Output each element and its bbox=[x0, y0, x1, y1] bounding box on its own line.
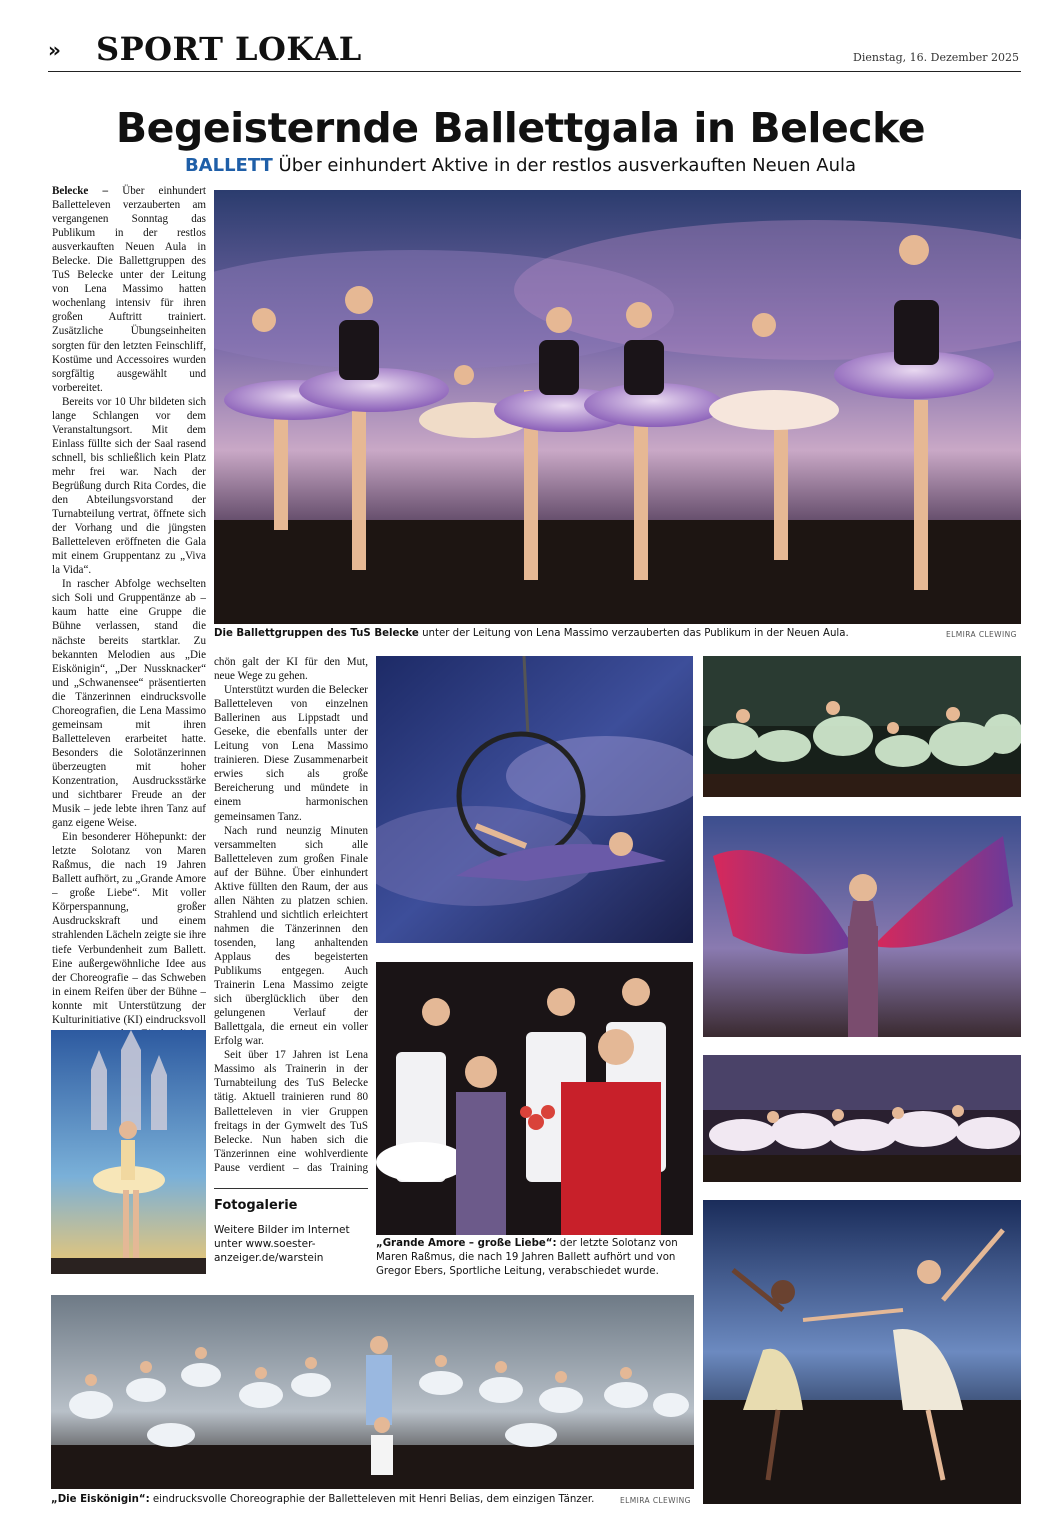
article-paragraph-4: Ein besonderer Höhepunkt: der letzte Solotanz von Maren Raßmus, die nach 19 Jahren Ballett aufhört, zu „Grande Amore – große Liebe“. Mit voller Körperspannung, großer Ausdruckskraft und einem strahlenden Lächeln zeigte sie ihre tiefe Verbundenheit zum Ballett. Eine außergewöhnliche Idee aus der Choreografie – das Schweben in einem Reifen über der Bühne – konnte mit Unterstützung der Kulturinitiative (KI) eindrucksvoll bbox=[52, 831, 206, 1026]
caption-grande-text: der letzte Solotanz von Maren Raßmus, die nach 19 Jahren Ballett aufhört und von Gregor Ebers, Sportliche Leitung, verabschiedet wurde. bbox=[376, 1238, 678, 1277]
article-paragraph-3: In rascher Abfolge wechselten sich Soli und Gruppentänze ab – kaum hatte eine Gruppe die Bühne verlassen, stand die nächste bereits startklar. Zu bekannten Melodien aus „Die Eiskönigin“, „Der Nussknacker“ und „Schwanensee“ präsentierten die Tänzerinnen eindrucksvolle Choreografien, die Lena Massimo gemeinsam mit ihren Balletteleven erarbeitet hatte. Besonders die Solotänzerinnen überzeugten mit hoher Konzentration, Ausdrucksstärke und sichtbarer Freude an der Musik – jede lebte ihren Tanz auf ganz eigene Weise. bbox=[52, 578, 206, 830]
caption-main-text: unter der Leitung von Lena Massimo verzauberten das Publikum in der Neuen Aula. bbox=[418, 628, 849, 639]
article-paragraph-5: chön galt der KI für den Mut, neue Wege zu gehen. bbox=[214, 656, 368, 683]
text-column-2 bbox=[214, 655, 368, 1175]
article-kicker: BALLETT bbox=[184, 155, 273, 176]
fotogalerie-rule bbox=[214, 1188, 368, 1189]
article-paragraph-8: Seit über 17 Jahren ist Lena Massimo als Trainerin in der Turnabteilung des TuS Belecke tätig. Aktuell trainieren rund 80 Balletteleven in vier Gruppen freitags in der Gymwelt des TuS Belecke. Nun haben sich die Tänzerinnen eine wohlverdiente Pause verdient – das Training bbox=[214, 1049, 368, 1174]
photo-silk-dancer bbox=[703, 816, 1021, 1037]
photo-credit-eiskoenigin: ELMIRA CLEWING bbox=[620, 1496, 691, 1505]
caption-eiskoenigin-text: eindrucksvolle Choreographie der Balletteleven mit Henri Belias, dem einzigen Tänzer. bbox=[149, 1494, 595, 1505]
section-arrow: » bbox=[48, 38, 61, 62]
photo-pas-de-deux bbox=[703, 1200, 1021, 1504]
photo-credit-main: ELMIRA CLEWING bbox=[946, 630, 1017, 639]
photo-green-group bbox=[703, 656, 1021, 797]
caption-grande-amore bbox=[376, 1237, 694, 1279]
section-title: SPORT LOKAL bbox=[96, 30, 362, 68]
article-paragraph-6: Unterstützt wurden die Belecker Balletteleven von einzelnen Ballerinen aus Lippstadt und Geseke, die ebenfalls unter der Leitung von Lena Massimo trainieren. Diese Zusammenarbeit erwies sich als große Bereicherung und mündete in einem harmonischen gemeinsamen Tanz. bbox=[214, 684, 368, 823]
dateline: Belecke – bbox=[52, 185, 109, 197]
article-headline: Begeisternde Ballettgala in Belecke bbox=[115, 104, 926, 152]
article-paragraph-1 bbox=[52, 184, 206, 395]
text-column-1 bbox=[52, 184, 206, 1042]
photo-grande-amore bbox=[376, 962, 693, 1235]
caption-main-photo bbox=[214, 627, 914, 641]
photo-aerial-hoop bbox=[376, 656, 693, 943]
header-rule bbox=[48, 71, 1021, 72]
paragraph-text: Über einhundert Balletteleven verzauberten am vergangenen Sonntag das Publikum in der restlos ausverkauften Neuen Aula in Belecke. Die Ballettgruppen des TuS Belecke unter der Leitung von Lena Massimo hatten wochenlang intensiv für ihren großen Auftritt trainiert. Zusätzliche Übungseinheiten sorgten für den letzten Feinschliff, Kostüme und Accessoires wurden sorgfältig ausgewählt und vorbereitet. bbox=[52, 185, 206, 394]
photo-castle-solo bbox=[51, 1030, 206, 1274]
photo-eiskoenigin bbox=[51, 1295, 694, 1489]
caption-eiskoenigin bbox=[51, 1493, 611, 1507]
fotogalerie-title: Fotogalerie bbox=[214, 1198, 298, 1213]
article-subheadline-text: Über einhundert Aktive in der restlos ausverkauften Neuen Aula bbox=[278, 155, 857, 176]
caption-eiskoenigin-lead: „Die Eiskönigin“: bbox=[51, 1494, 150, 1505]
photo-ballet-groups bbox=[214, 190, 1021, 624]
article-paragraph-2: Bereits vor 10 Uhr bildeten sich lange Schlangen vor dem Veranstaltungsort. Mit dem Einlass füllte sich der Saal rasend schnell, bis schließlich kein Platz mehr frei war. Nach der Begrüßung durch Rita Cordes, die den Abteilungsvorstand der Turnabteilung vertrat, öffnete sich der Vorhang und die jüngsten Balletteleven eröffneten die Gala mit einem Gruppentanz zu „Viva la Vida“. bbox=[52, 395, 206, 577]
photo-lying-dancers bbox=[703, 1055, 1021, 1182]
article-paragraph-7: Nach rund neunzig Minuten versammelten sich alle Balletteleven zum großen Finale auf der Bühne. Über einhundert Aktive füllten den Raum, der aus allen Nähten zu platzen schien. Strahlend und sichtlich erleichtert nahmen die Tänzerinnen den tosenden, lang anhaltenden Applaus des begeisterten Publikums entgegen. Auch Trainerin Lena Massimo zeigte sich überglücklich über den gelungenen Verlauf der Ballettgala, die erneut ein voller Erfolg war. bbox=[214, 824, 368, 1048]
fotogalerie-link[interactable]: Weitere Bilder im Internet unter www.soester-anzeiger.de/warstein bbox=[214, 1224, 350, 1264]
article-subheadline bbox=[0, 155, 1041, 176]
caption-grande-lead: „Grande Amore – große Liebe“: bbox=[376, 1238, 557, 1249]
caption-main-lead: Die Ballettgruppen des TuS Belecke bbox=[214, 628, 419, 639]
issue-date: Dienstag, 16. Dezember 2025 bbox=[853, 51, 1019, 64]
